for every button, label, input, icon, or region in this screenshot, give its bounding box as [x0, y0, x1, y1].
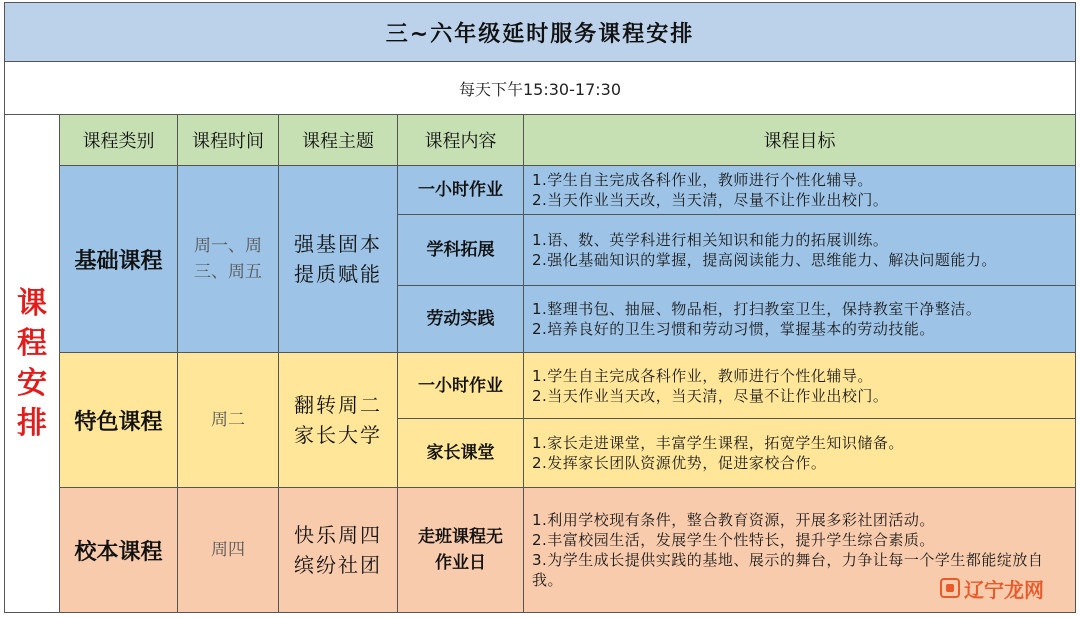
time-range: 每天下午15:30-17:30: [4, 61, 1076, 115]
time-cell: 周四: [177, 487, 279, 613]
side-label-char: 课: [17, 285, 47, 321]
category-cell: 基础课程: [59, 165, 178, 353]
goal-cell: [523, 214, 1076, 286]
watermark-text: 辽宁龙网: [964, 577, 1044, 602]
category-cell: 校本课程: [59, 487, 178, 613]
goal-item: 3.为学生成长提供实践的基地、展示的舞台，力争让每一个学生都能绽放自我。: [532, 551, 1044, 589]
content-cell: 一小时作业: [397, 165, 524, 215]
watermark: [940, 570, 1050, 606]
goal-item: 2.当天作业当天改，当天清，尽量不让作业出校门。: [532, 386, 889, 405]
header-content: 课程内容: [397, 114, 524, 166]
header-category: 课程类别: [59, 114, 178, 166]
goal-item: 1.学生自主完成各科作业，教师进行个性化辅导。: [532, 171, 873, 189]
category-cell: 特色课程: [59, 352, 178, 488]
watermark-logo-icon: [940, 578, 960, 598]
time-cell: 周二: [177, 352, 279, 488]
goal-cell: [523, 418, 1076, 488]
schedule-table: [4, 2, 1076, 613]
theme-cell: 翻转周二家长大学: [278, 352, 398, 488]
content-cell: 一小时作业: [397, 352, 524, 419]
side-label-char: 安: [17, 365, 47, 401]
time-cell: 周一、周三、周五: [177, 165, 279, 353]
goal-item: 2.丰富校园生活，发展学生个性特长，提升学生综合素质。: [532, 531, 935, 549]
side-label-char: 排: [17, 405, 47, 441]
goal-item: 2.强化基础知识的掌握，提高阅读能力、思维能力、解决问题能力。: [532, 251, 997, 269]
goal-item: 1.学生自主完成各科作业，教师进行个性化辅导。: [532, 366, 873, 385]
content-cell: 劳动实践: [397, 285, 524, 353]
goal-item: 1.整理书包、抽屉、物品柜，打扫教室卫生，保持教室干净整洁。: [532, 300, 982, 318]
side-label-char: 程: [17, 325, 47, 361]
content-cell: 走班课程无作业日: [397, 487, 524, 613]
goal-item: 2.当天作业当天改，当天清，尽量不让作业出校门。: [532, 191, 889, 209]
table-title: 三~六年级延时服务课程安排: [4, 2, 1076, 62]
side-label: [4, 114, 60, 613]
goal-item: 1.家长走进课堂，丰富学生课程，拓宽学生知识储备。: [532, 434, 904, 452]
header-goal: 课程目标: [523, 114, 1076, 166]
goal-item: 1.语、数、英学科进行相关知识和能力的拓展训练。: [532, 231, 889, 249]
content-cell: 家长课堂: [397, 418, 524, 488]
theme-cell: 强基固本提质赋能: [278, 165, 398, 353]
goal-cell: [523, 285, 1076, 353]
goal-cell: [523, 352, 1076, 419]
theme-cell: 快乐周四缤纷社团: [278, 487, 398, 613]
goal-item: 1.利用学校现有条件，整合教育资源，开展多彩社团活动。: [532, 511, 935, 529]
header-time: 课程时间: [177, 114, 279, 166]
goal-item: 2.培养良好的卫生习惯和劳动习惯，掌握基本的劳动技能。: [532, 320, 935, 338]
goal-item: 2.发挥家长团队资源优势，促进家校合作。: [532, 454, 827, 472]
goal-cell: [523, 165, 1076, 215]
header-theme: 课程主题: [278, 114, 398, 166]
content-cell: 学科拓展: [397, 214, 524, 286]
